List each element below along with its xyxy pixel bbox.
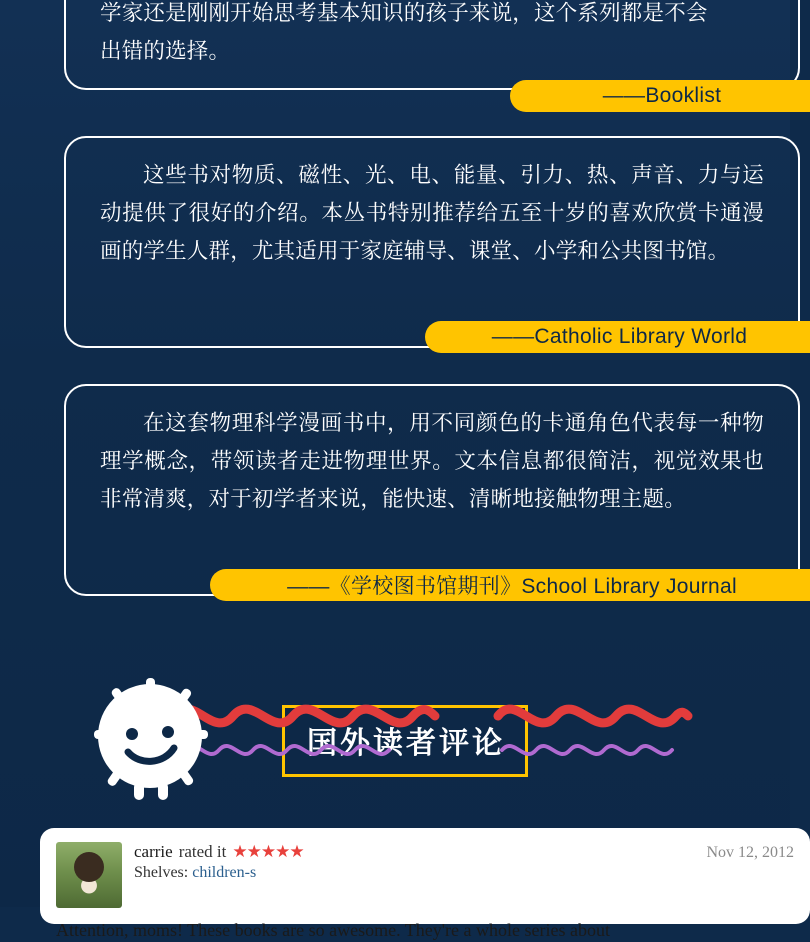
review-card	[40, 828, 810, 940]
mascot-character-icon	[92, 678, 212, 802]
squiggle-decoration-left	[175, 694, 435, 774]
quote-card-catholic-library-world	[64, 136, 800, 348]
quote-attribution-booklist: ——Booklist	[510, 80, 810, 112]
quote-card-school-library-journal	[64, 384, 800, 596]
review-shelves-line	[134, 864, 794, 882]
review-text: Attention, moms! These books are so awesome. They're a whole series about	[56, 920, 610, 940]
review-date: Nov 12, 2012	[706, 844, 794, 861]
quote-card-booklist	[64, 0, 800, 90]
quote-attribution-school-library-journal: ——《学校图书馆期刊》School Library Journal	[210, 569, 810, 601]
review-header	[56, 842, 794, 908]
shelf-link-children-s[interactable]: children-s	[192, 864, 257, 881]
star-rating-icon: ★★★★★	[232, 842, 304, 861]
quote-attribution-catholic-library-world: ——Catholic Library World	[425, 321, 810, 353]
shelves-label: Shelves:	[134, 864, 189, 881]
quote-text-line2: 出错的选择。	[100, 39, 231, 63]
quote-text-line1: 学家还是刚刚开始思考基本知识的孩子来说，这个系列都是不会	[100, 1, 708, 25]
review-rating-line	[134, 842, 304, 862]
quote-text: 在这套物理科学漫画书中，用不同颜色的卡通角色代表每一种物理学概念，带领读者走进物理世界。文本信息都很简洁，视觉效果也非常清爽，对于初学者来说，能快速、清晰地接触物理主题。	[100, 411, 764, 511]
reviewer-name[interactable]: carrie	[134, 842, 173, 861]
review-meta	[134, 842, 794, 908]
squiggle-decoration-right	[498, 694, 688, 774]
review-title-row	[134, 842, 794, 862]
quote-text: 这些书对物质、磁性、光、电、能量、引力、热、声音、力与运动提供了很好的介绍。本丛书特别推荐给五至十岁的喜欢欣赏卡通漫画的学生人群，尤其适用于家庭辅导、课堂、小学和公共图书馆。	[100, 163, 764, 263]
section-title-reader-reviews: 国外读者评论	[282, 705, 528, 777]
avatar	[56, 842, 122, 908]
rated-it-label: rated it	[178, 842, 227, 861]
